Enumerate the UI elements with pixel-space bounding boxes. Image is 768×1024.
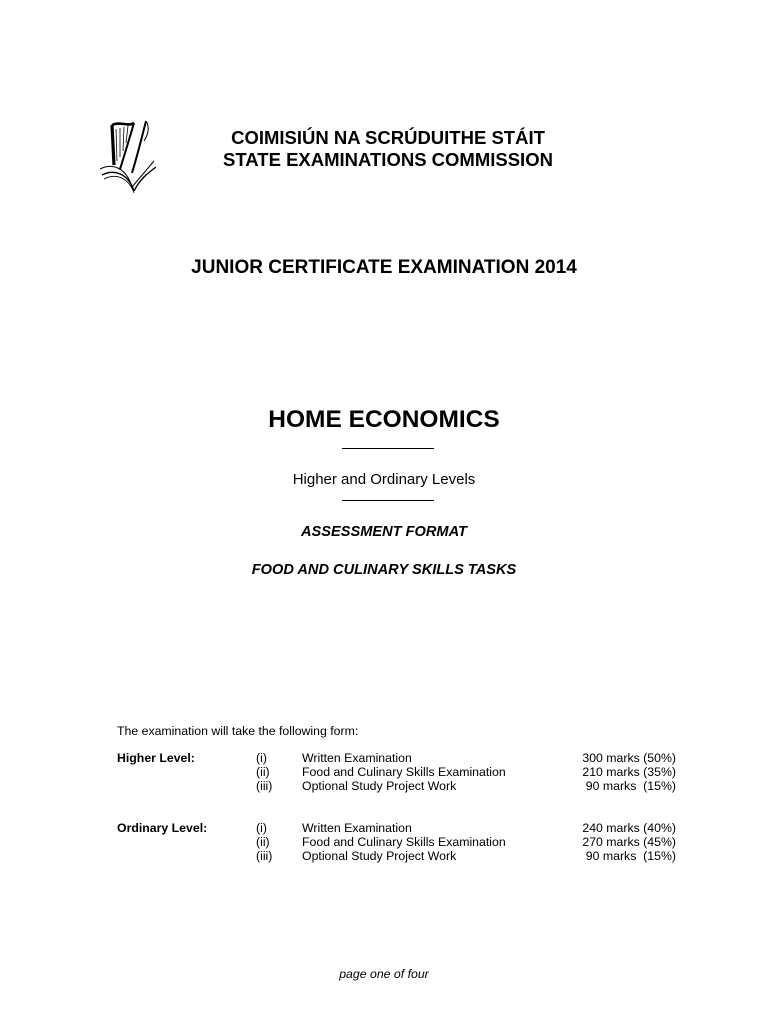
ordinary-item-marks: 240 marks (40%) <box>582 821 676 835</box>
ordinary-item-number: (i) <box>256 821 267 835</box>
ordinary-item-number: (ii) <box>256 835 270 849</box>
exam-title: JUNIOR CERTIFICATE EXAMINATION 2014 <box>191 257 577 278</box>
higher-item-number: (i) <box>256 751 267 765</box>
higher-item-marks: 90 marks (15%) <box>585 779 676 793</box>
ordinary-level-label: Ordinary Level: <box>117 821 208 835</box>
org-name-irish: COIMISIÚN NA SCRÚDUITHE STÁIT <box>231 127 545 148</box>
divider <box>342 500 434 501</box>
levels-subtitle: Higher and Ordinary Levels <box>292 471 476 488</box>
higher-item-marks: 300 marks (50%) <box>582 751 676 765</box>
divider <box>342 448 434 449</box>
ordinary-item-marks: 270 marks (45%) <box>582 835 676 849</box>
ordinary-item-number: (iii) <box>256 849 273 863</box>
intro-text: The examination will take the following form: <box>117 724 359 738</box>
ordinary-item-description: Food and Culinary Skills Examination <box>302 835 506 849</box>
ordinary-item-marks: 90 marks (15%) <box>585 849 676 863</box>
subject-title: HOME ECONOMICS <box>268 406 500 433</box>
higher-item-number: (iii) <box>256 779 273 793</box>
ordinary-item-description: Written Examination <box>302 821 412 835</box>
higher-level-label: Higher Level: <box>117 751 195 765</box>
org-name-english: STATE EXAMINATIONS COMMISSION <box>223 149 553 170</box>
assessment-heading: ASSESSMENT FORMAT <box>301 524 467 540</box>
higher-item-marks: 210 marks (35%) <box>582 765 676 779</box>
page-footer: page one of four <box>339 967 429 981</box>
higher-item-number: (ii) <box>256 765 270 779</box>
ordinary-item-description: Optional Study Project Work <box>302 849 457 863</box>
higher-item-description: Optional Study Project Work <box>302 779 457 793</box>
higher-item-description: Written Examination <box>302 751 412 765</box>
tasks-heading: FOOD AND CULINARY SKILLS TASKS <box>251 562 517 578</box>
higher-item-description: Food and Culinary Skills Examination <box>302 765 506 779</box>
